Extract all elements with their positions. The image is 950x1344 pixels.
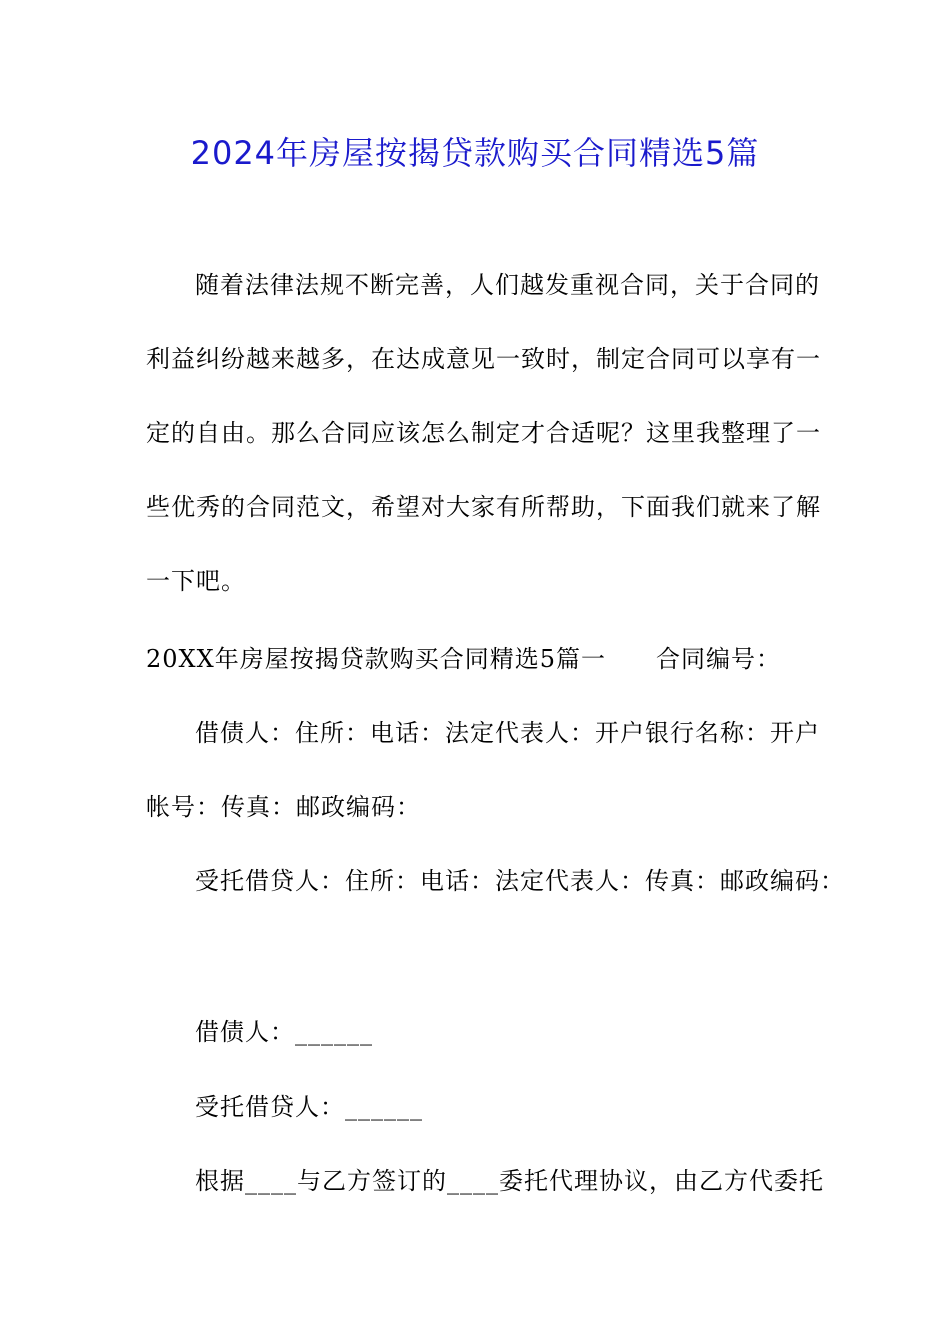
section-heading-line — [146, 644, 781, 674]
borrower-signature-line: 借债人：______ — [195, 1018, 373, 1046]
intro-line-5: 一下吧。 — [146, 567, 246, 595]
intro-line-3: 定的自由。那么合同应该怎么制定才合适呢？这里我整理了一 — [146, 419, 821, 447]
section-heading: 20XX年房屋按揭贷款购买合同精选5篇一 — [146, 645, 606, 673]
basis-line: 根据____与乙方签订的____委托代理协议，由乙方代委托 — [195, 1167, 824, 1195]
intro-line-1: 随着法律法规不断完善，人们越发重视合同，关于合同的 — [195, 271, 820, 299]
intro-line-2: 利益纠纷越来越多，在达成意见一致时，制定合同可以享有一 — [146, 345, 821, 373]
lender-info-line: 受托借贷人：住所：电话：法定代表人：传真：邮政编码： — [195, 867, 845, 895]
borrower-info-line-2: 帐号：传真：邮政编码： — [146, 793, 421, 821]
document-title: 2024年房屋按揭贷款购买合同精选5篇 — [190, 134, 760, 172]
lender-signature-line: 受托借贷人：______ — [195, 1093, 423, 1121]
contract-number-label: 合同编号： — [655, 645, 781, 673]
intro-line-4: 些优秀的合同范文，希望对大家有所帮助，下面我们就来了解 — [146, 493, 821, 521]
borrower-info-line-1: 借债人：住所：电话：法定代表人：开户银行名称：开户 — [195, 719, 820, 747]
